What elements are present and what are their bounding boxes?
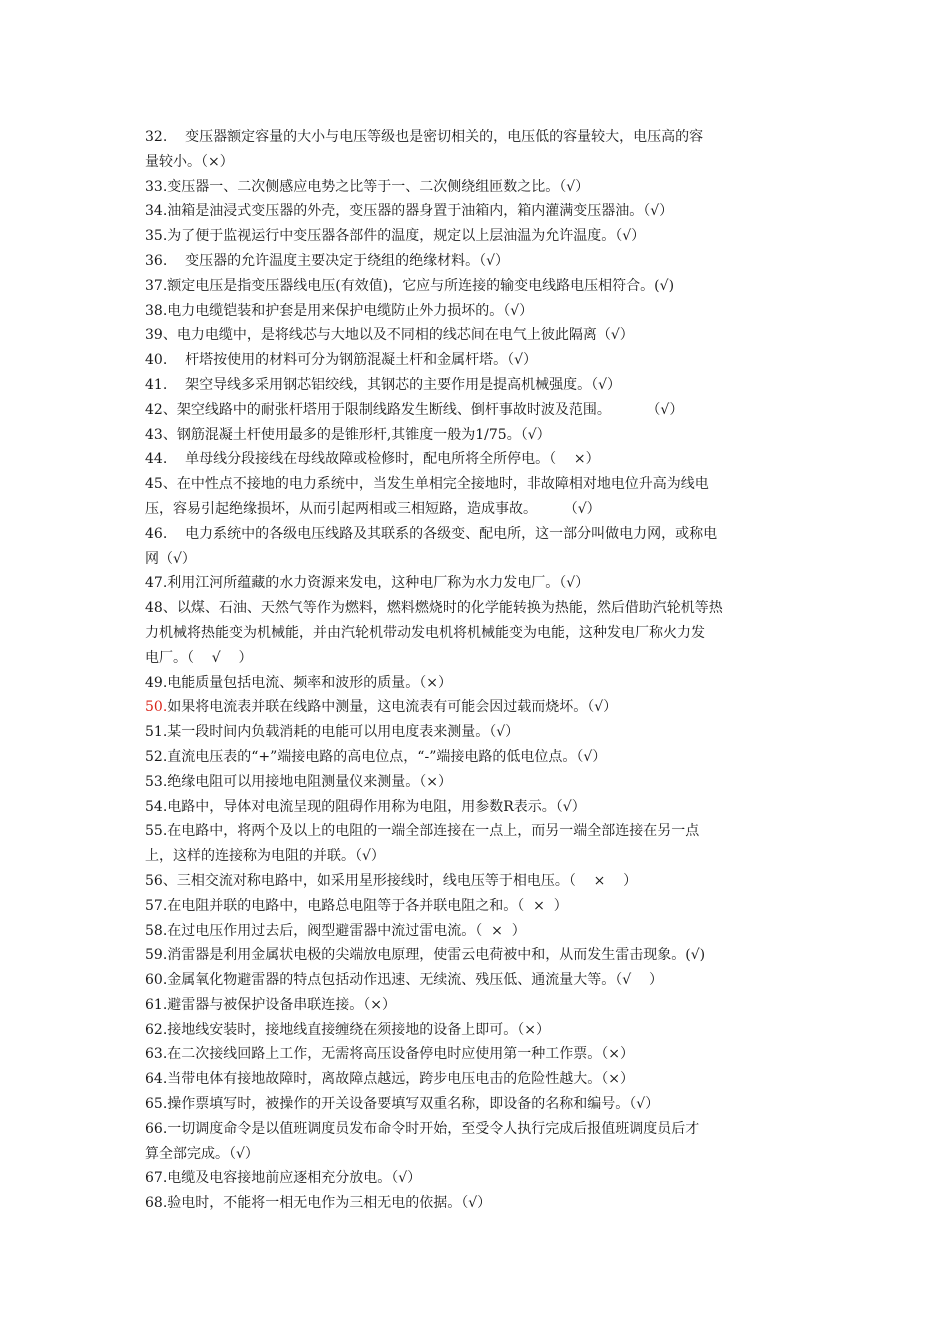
question-continuation: 算全部完成。（√） — [145, 1145, 259, 1162]
question-line: 60.金属氧化物避雷器的特点包括动作迅速、无续流、残压低、通流量大等。（√ ） — [145, 972, 663, 989]
question-line: 40. 杆塔按使用的材料可分为钢筋混凝土杆和金属杆塔。（√） — [145, 352, 537, 369]
question-line: 35.为了便于监视运行中变压器各部件的温度，规定以上层油温为允许温度。（√） — [145, 228, 646, 245]
question-line: 56、三相交流对称电路中，如采用星形接线时，线电压等于相电压。（ × ） — [145, 872, 638, 889]
question-line: 41. 架空导线多采用钢芯铝绞线，其钢芯的主要作用是提高机械强度。（√） — [145, 376, 621, 393]
question-line: 55.在电路中，将两个及以上的电阻的一端全部连接在一点上，而另一端全部连接在另一点 — [145, 823, 700, 840]
question-continuation: 压，容易引起绝缘损坏，从而引起两相或三相短路，造成事故。 （√） — [145, 500, 601, 517]
question-line: 62.接地线安装时，接地线直接缠绕在须接地的设备上即可。（×） — [145, 1021, 550, 1038]
question-line: 43、钢筋混凝土杆使用最多的是锥形杆,其锥度一般为1/75。（√） — [145, 426, 551, 443]
question-line: 57.在电阻并联的电路中，电路总电阻等于各并联电阻之和。（ × ） — [145, 897, 568, 914]
question-line: 49.电能质量包括电流、频率和波形的质量。（×） — [145, 674, 452, 691]
question-number: 50. — [145, 699, 168, 716]
question-line: 36. 变压器的允许温度主要决定于绕组的绝缘材料。（√） — [145, 252, 509, 269]
question-continuation: 量较小。（×） — [145, 153, 234, 170]
question-line: 67.电缆及电容接地前应逐相充分放电。（√） — [145, 1170, 422, 1187]
question-text: 如果将电流表并联在线路中测量，这电流表有可能会因过载而烧坏。（√） — [167, 699, 618, 716]
question-line: 54.电路中，导体对电流呈现的阻碍作用称为电阻，用参数R表示。（√） — [145, 798, 586, 815]
question-line: 32. 变压器额定容量的大小与电压等级也是密切相关的，电压低的容量较大，电压高的容 — [145, 129, 704, 145]
question-line: 65.操作票填写时，被操作的开关设备要填写双重名称，即设备的名称和编号。（√） — [145, 1096, 660, 1113]
question-line: 45、在中性点不接地的电力系统中，当发生单相完全接地时，非故障相对地电位升高为线电 — [145, 476, 709, 493]
question-line: 47.利用江河所蕴藏的水力资源来发电，这种电厂称为水力发电厂。（√） — [145, 575, 590, 592]
question-line: 51.某一段时间内负载消耗的电能可以用电度表来测量。（√） — [145, 724, 520, 741]
question-line: 59.消雷器是利用金属状电极的尖端放电原理，使雷云电荷被中和，从而发生雷击现象。(√) — [145, 947, 706, 964]
question-line: 61.避雷器与被保护设备串联连接。（×） — [145, 996, 396, 1013]
question-line: 63.在二次接线回路上工作，无需将高压设备停电时应使用第一种工作票。（×） — [145, 1046, 634, 1063]
question-line: 44. 单母线分段接线在母线故障或检修时，配电所将全所停电。（ ×） — [145, 451, 600, 468]
question-line: 48、以煤、石油、天然气等作为燃料，燃料燃烧时的化学能转换为热能，然后借助汽轮机等热 — [145, 600, 723, 617]
question-line: 66.一切调度命令是以值班调度员发布命令时开始，至受令人执行完成后报值班调度员后才 — [145, 1120, 700, 1137]
question-continuation: 力机械将热能变为机械能，并由汽轮机带动发电机将机械能变为电能，这种发电厂称火力发 — [145, 624, 705, 641]
question-line: 34.油箱是油浸式变压器的外壳，变压器的器身置于油箱内，箱内灌满变压器油。（√） — [145, 203, 674, 220]
question-line: 52.直流电压表的“+”端接电路的高电位点，“-”端接电路的低电位点。（√） — [145, 748, 607, 765]
question-line: 68.验电时，不能将一相无电作为三相无电的依据。（√） — [145, 1195, 492, 1212]
question-line: 42、架空线路中的耐张杆塔用于限制线路发生断线、倒杆事故时波及范围。 （√） — [145, 401, 684, 418]
question-line: 64.当带电体有接地故障时，离故障点越远，跨步电压电击的危险性越大。（×） — [145, 1071, 634, 1088]
question-line: 38.电力电缆铠装和护套是用来保护电缆防止外力损坏的。（√） — [145, 302, 534, 319]
question-line: 46. 电力系统中的各级电压线路及其联系的各级变、配电所，这一部分叫做电力网，或称电 — [145, 525, 718, 542]
question-continuation: 电厂。（ √ ） — [145, 649, 253, 666]
question-line: 33.变压器一、二次侧感应电势之比等于一、二次侧绕组匝数之比。（√） — [145, 178, 590, 195]
question-line: 37.额定电压是指变压器线电压(有效值)，它应与所连接的输变电线路电压相符合。(√) — [145, 277, 675, 294]
question-line — [145, 695, 810, 720]
question-list — [145, 125, 810, 1216]
question-continuation: 网（√） — [145, 550, 196, 567]
question-line: 58.在过电压作用过去后，阀型避雷器中流过雷电流。（ × ） — [145, 922, 526, 939]
question-continuation: 上，这样的连接称为电阻的并联。（√） — [145, 848, 385, 865]
question-line: 39、电力电缆中，是将线芯与大地以及不同相的线芯间在电气上彼此隔离（√） — [145, 327, 634, 344]
question-line: 53.绝缘电阻可以用接地电阻测量仪来测量。（×） — [145, 773, 452, 790]
